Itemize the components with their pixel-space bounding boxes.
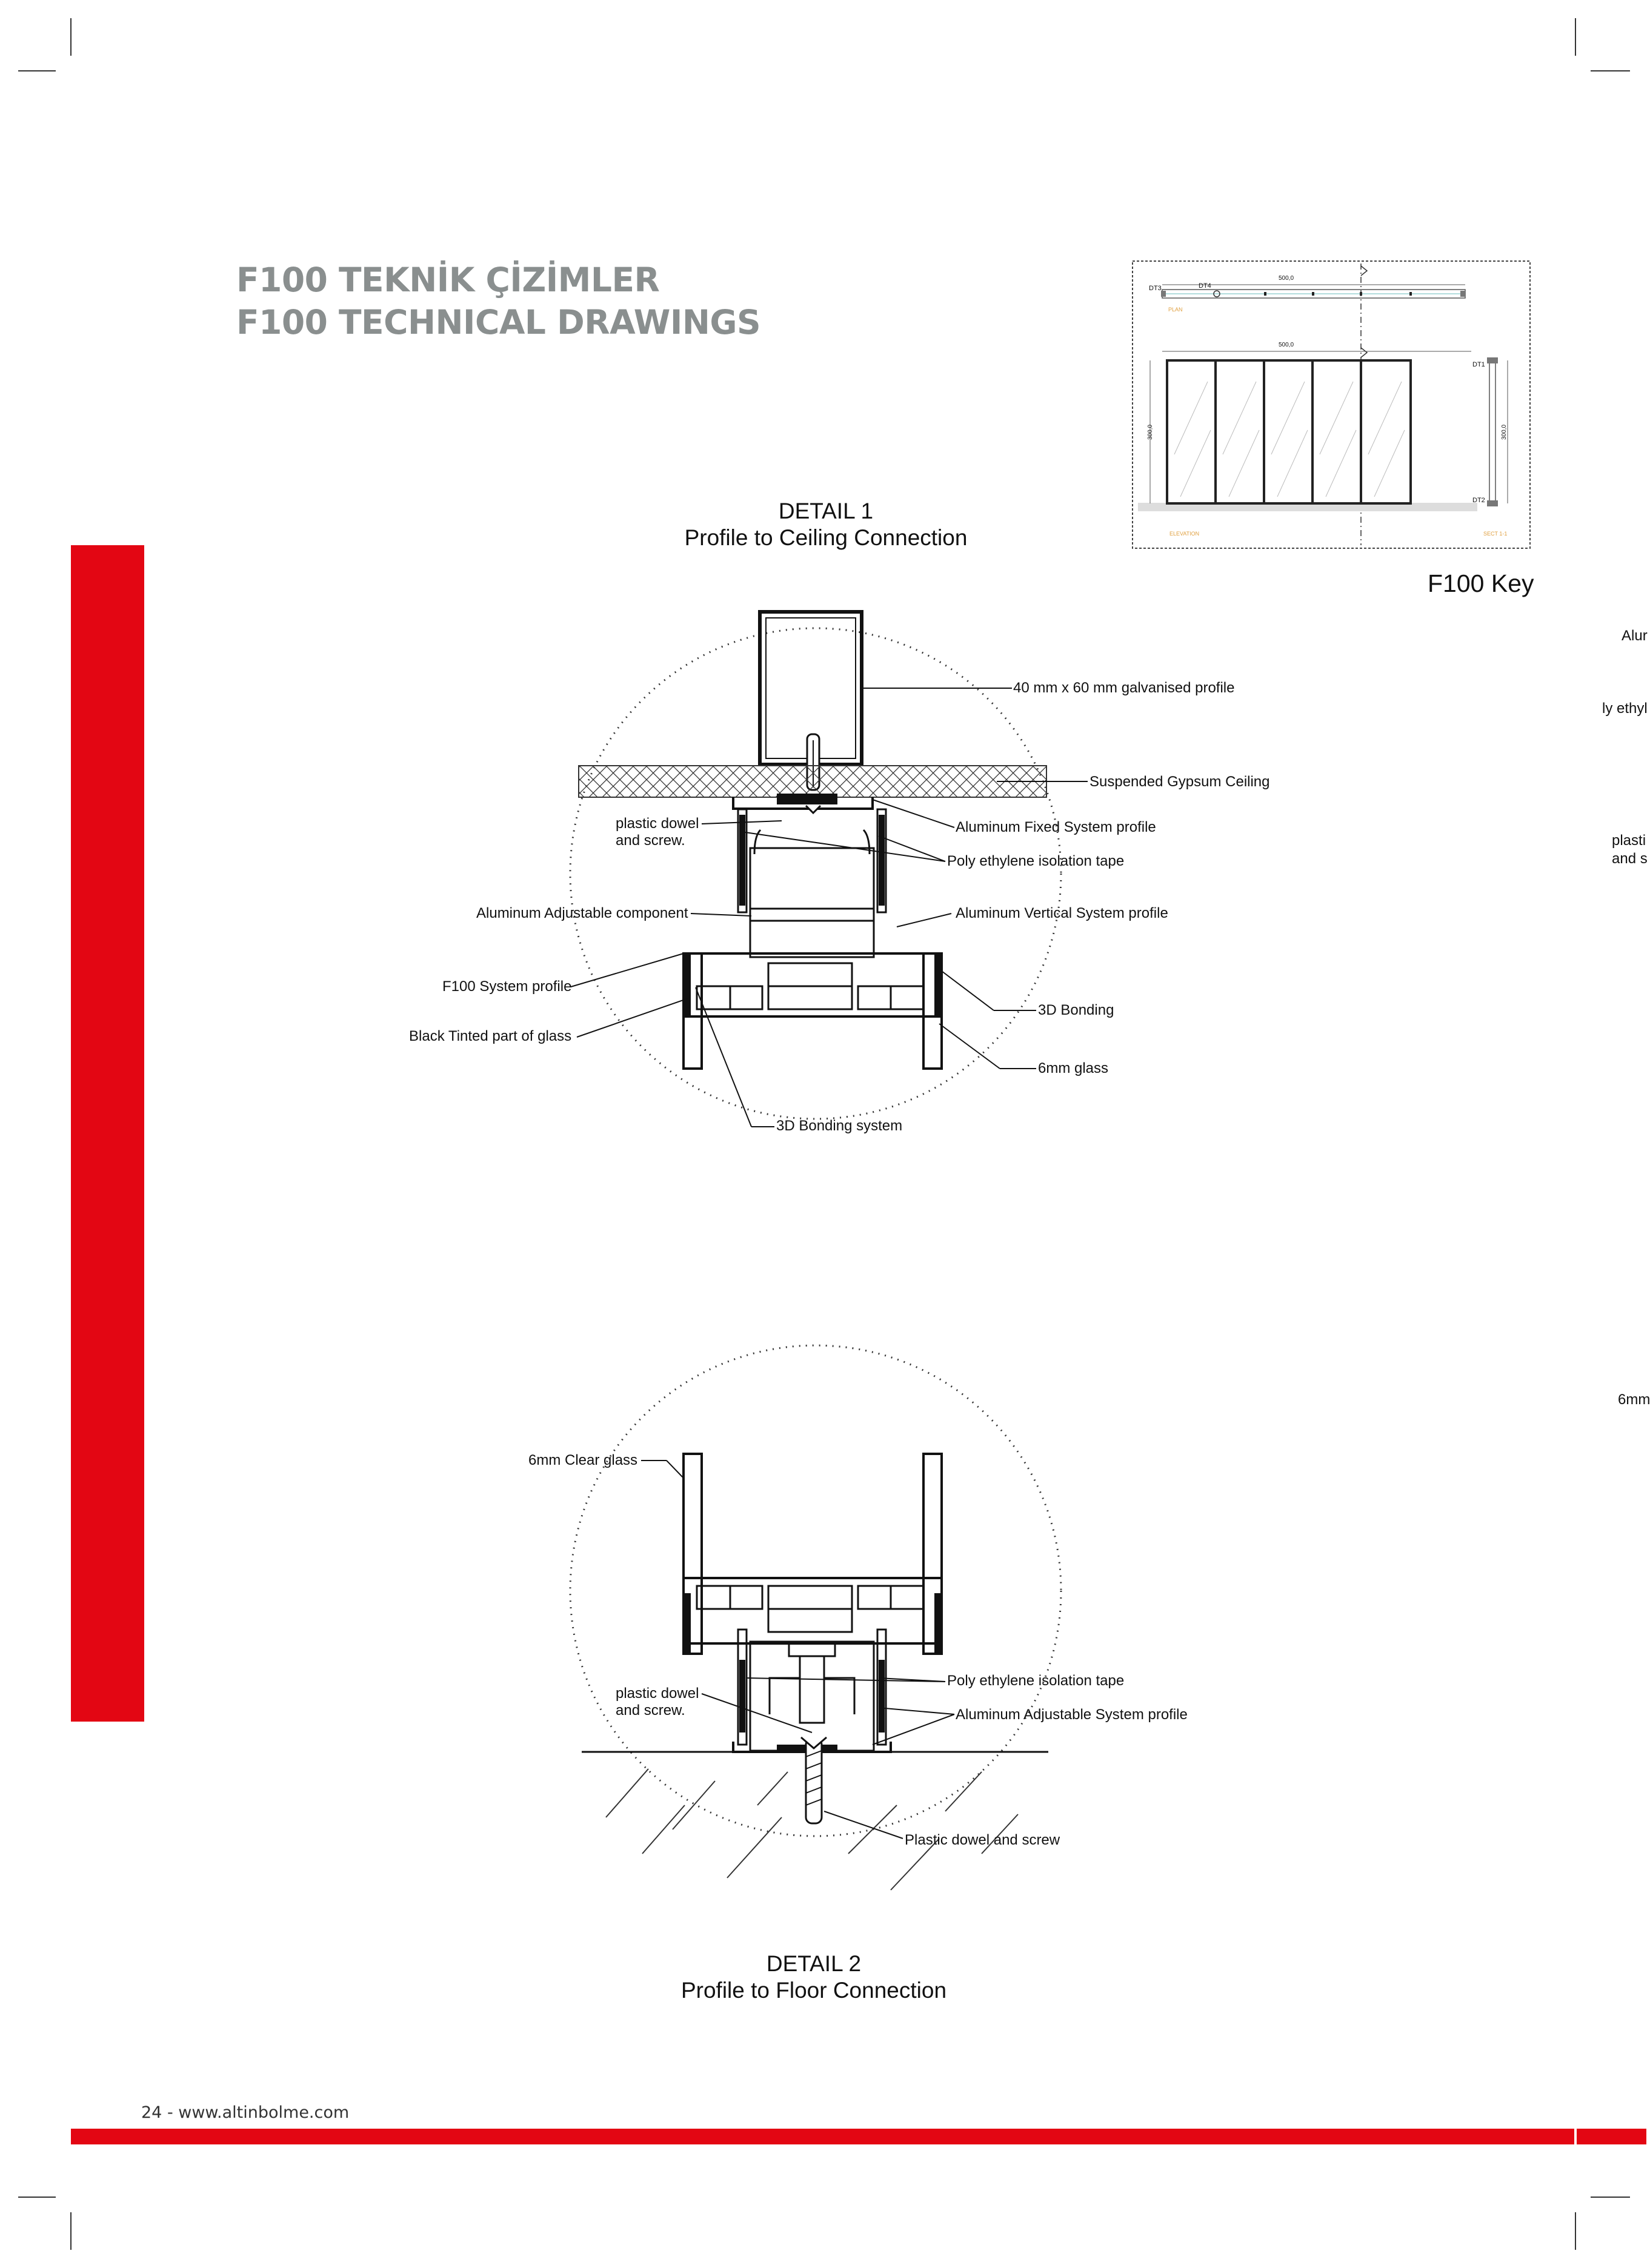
page-title-tr: F100 TEKNİK ÇİZİMLER (236, 260, 660, 299)
d1-label-bonding: 3D Bonding (1038, 1002, 1114, 1018)
footer-page-text: 24 - www.altinbolme.com (141, 2103, 350, 2122)
key-label-dt3: DT3 (1149, 285, 1162, 292)
key-label-dt1: DT1 (1472, 361, 1485, 368)
d2-label-plastic-dowel: Plastic dowel and screw (905, 1832, 1060, 1848)
clipped-label-alu: Alur (1622, 628, 1648, 644)
d2-label-adjustable: Aluminum Adjustable System profile (956, 1706, 1188, 1723)
d1-label-galvanised: 40 mm x 60 mm galvanised profile (1013, 680, 1235, 696)
d1-label-tape: Poly ethylene isolation tape (947, 853, 1125, 869)
footer-band-gap (1574, 2129, 1577, 2144)
d1-label-f100: F100 System profile (442, 978, 572, 995)
d1-label-vertical: Aluminum Vertical System profile (956, 905, 1168, 921)
d1-label-dowel: plastic dowel and screw. (616, 815, 699, 849)
clipped-label-and-s: and s (1612, 850, 1648, 867)
key-label-dt4: DT4 (1199, 282, 1211, 290)
key-label-height-elev: 300,0 (1147, 424, 1154, 440)
key-label-section: SECT 1-1 (1483, 531, 1508, 537)
d2-label-dowel: plastic dowel and screw. (616, 1685, 699, 1719)
clipped-label-6mm: 6mm (1618, 1391, 1650, 1408)
d1-label-fixed: Aluminum Fixed System profile (956, 819, 1156, 835)
d2-label-clear-glass: 6mm Clear glass (528, 1452, 638, 1468)
footer-red-band (71, 2129, 1646, 2144)
d1-label-gypsum: Suspended Gypsum Ceiling (1089, 774, 1270, 790)
detail2-subtitle: Profile to Floor Connection (680, 1978, 947, 2003)
key-label-width-plan: 500,0 (1279, 275, 1294, 282)
d1-label-tinted: Black Tinted part of glass (409, 1028, 572, 1044)
d1-label-glass: 6mm glass (1038, 1060, 1109, 1076)
page-title-en: F100 TECHNICAL DRAWINGS (236, 303, 761, 342)
clipped-label-plasti: plasti (1612, 832, 1646, 849)
key-label-plan: PLAN (1168, 307, 1183, 313)
clipped-label-ethy: ly ethyl (1602, 700, 1648, 717)
detail2-drawing (0, 1393, 1646, 1938)
d1-label-adjustable: Aluminum Adjustable component (476, 905, 688, 921)
key-label-height-sect: 300,0 (1501, 424, 1508, 440)
d2-label-tape: Poly ethylene isolation tape (947, 1673, 1125, 1689)
key-label-dt2: DT2 (1472, 497, 1485, 504)
key-label-elevation: ELEVATION (1169, 531, 1200, 537)
key-caption: F100 Key (1428, 569, 1534, 597)
detail2-title: DETAIL 2 (766, 1951, 862, 1976)
detail1-subtitle: Profile to Ceiling Connection (684, 525, 968, 550)
detail1-title: DETAIL 1 (778, 499, 874, 523)
key-label-width-elev: 500,0 (1279, 342, 1294, 348)
d1-label-bonding-system: 3D Bonding system (776, 1118, 903, 1134)
